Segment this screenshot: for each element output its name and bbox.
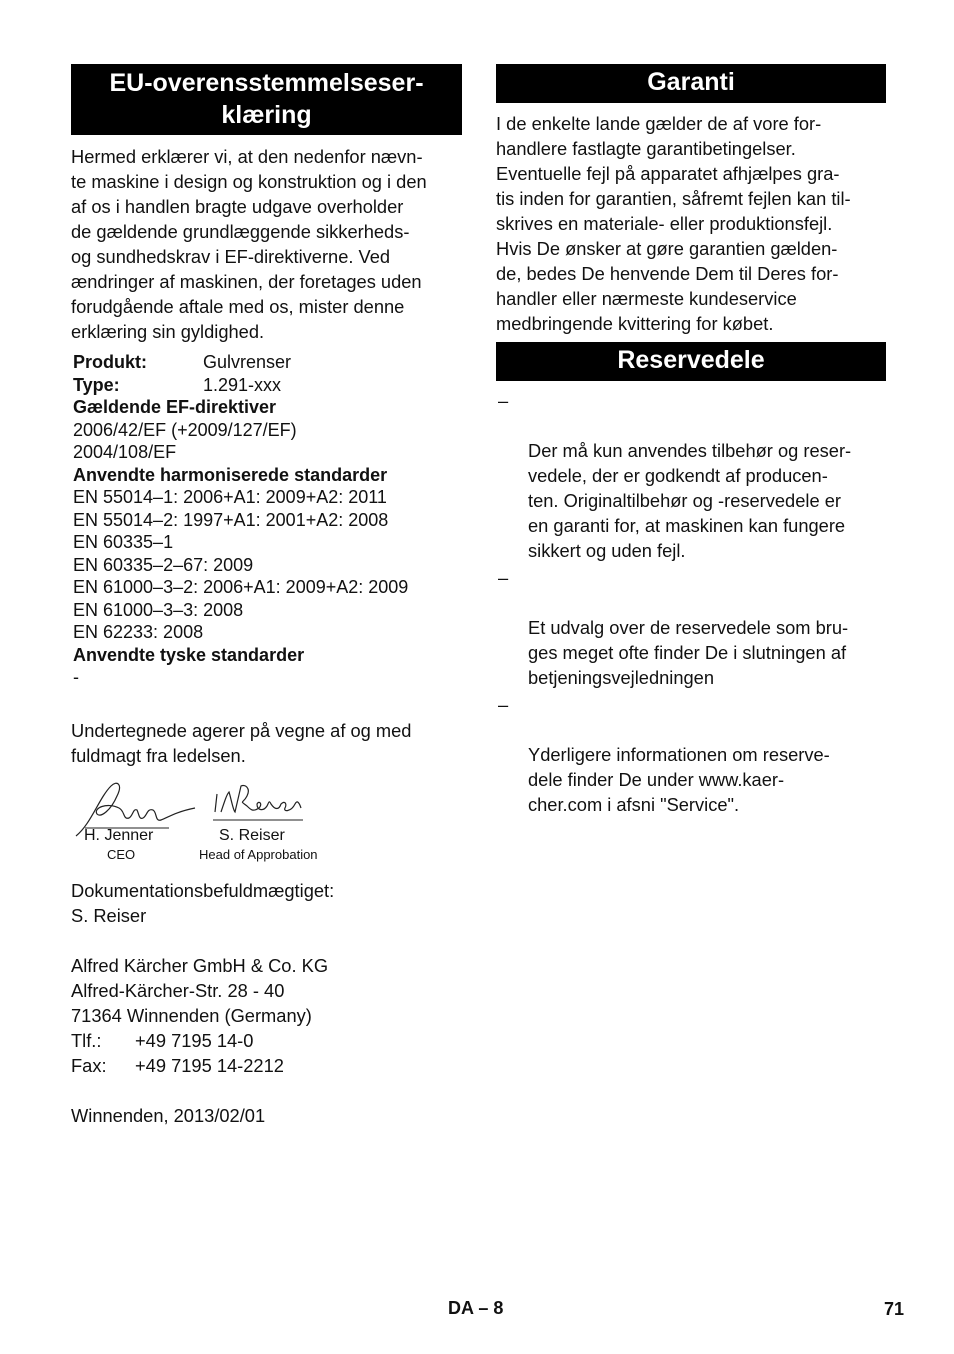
footer-section: DA – 8 <box>448 1298 504 1318</box>
page-number: 71 <box>884 1299 905 1319</box>
documentation-label: Dokumentationsbefuldmægtiget: <box>71 880 335 901</box>
bullet-dash: – <box>498 694 509 715</box>
signer2-role: Head of Approbation <box>199 847 318 862</box>
declaration-intro: Hermed erklærer vi, at den nedenfor nævn- te maskine i design og konstruktion og i den af os i handlen bragte udgave overholder de gældende grundlæggende sikkerheds- og sundhedskrav i EF-direktiverne. Ved ændringer af maskinen, der foretages uden forudgående aftale med os, mister denne erklæring sin gyldighed. <box>71 146 427 342</box>
address-line: Alfred Kärcher GmbH & Co. KG <box>71 955 329 976</box>
list-item <box>496 692 891 817</box>
harmonised-heading: Anvendte harmoniserede standarder <box>73 464 388 485</box>
bullet-dash: – <box>498 390 509 411</box>
type-label: Type: <box>73 374 120 395</box>
list-item <box>496 565 891 690</box>
directive-item: 2006/42/EF (+2009/127/EF) <box>73 419 297 440</box>
standard-item: EN 61000–3–2: 2006+A1: 2009+A2: 2009 <box>73 577 409 597</box>
fax-label: Fax: <box>71 1055 107 1076</box>
german-standards-heading: Anvendte tyske standarder <box>73 644 305 665</box>
signed-statement: Undertegnede agerer på vegne af og med fuldmagt fra ledelsen. <box>71 720 412 766</box>
standard-item: EN 60335–1 <box>73 532 174 552</box>
address-line: 71364 Winnenden (Germany) <box>71 1005 312 1026</box>
garanti-heading: Garanti <box>496 64 886 103</box>
declaration-heading: EU-overensstemmelseser- klæring <box>71 64 462 135</box>
directives-heading: Gældende EF-direktiver <box>73 397 277 417</box>
fax-value: +49 7195 14-2212 <box>135 1055 284 1076</box>
list-item-text: Et udvalg over de reservedele som bru- ges meget ofte finder De i slutningen af betjeningsvejledningen <box>528 617 849 688</box>
german-standards-value: - <box>73 667 79 687</box>
standard-item: EN 61000–3–3: 2008 <box>73 599 244 620</box>
list-item-text: Yderligere informationen om reserve- dele finder De under www.kaer- cher.com i afsni "Service". <box>528 744 830 815</box>
signer1-name: H. Jenner <box>84 827 154 844</box>
product-info <box>73 351 473 689</box>
address-block <box>71 953 462 1078</box>
standard-item: EN 55014–2: 1997+A1: 2001+A2: 2008 <box>73 509 389 530</box>
documentation-name: S. Reiser <box>71 905 147 926</box>
list-item <box>496 388 891 563</box>
directive-item: 2004/108/EF <box>73 442 177 462</box>
reservedele-list <box>496 388 891 817</box>
documentation-block <box>71 878 462 928</box>
standard-item: EN 60335–2–67: 2009 <box>73 554 254 575</box>
type-value: 1.291-xxx <box>203 374 282 395</box>
standard-item: EN 62233: 2008 <box>73 622 204 642</box>
place-date: Winnenden, 2013/02/01 <box>71 1105 266 1126</box>
product-value: Gulvrenser <box>203 352 292 372</box>
signer1-role: CEO <box>107 847 136 862</box>
list-item-text: Der må kun anvendes tilbehør og reser- vedele, der er godkendt af producen- ten. Originaltilbehør og -reservedele er en garanti for, at maskinen kan fungere sikkert og uden fejl. <box>528 440 852 561</box>
phone-value: +49 7195 14-0 <box>135 1030 254 1051</box>
standard-item: EN 55014–1: 2006+A1: 2009+A2: 2011 <box>73 487 387 507</box>
address-line: Alfred-Kärcher-Str. 28 - 40 <box>71 980 285 1001</box>
phone-label: Tlf.: <box>71 1030 102 1051</box>
bullet-dash: – <box>498 567 509 588</box>
product-label: Produkt: <box>73 352 147 372</box>
signer2-name: S. Reiser <box>219 827 285 844</box>
signature-reiser <box>211 782 311 827</box>
garanti-text: I de enkelte lande gælder de af vore for- handlere fastlagte garantibetingelser. Eventuelle fejl på apparatet afhjælpes gra- tis inden for garantien, såfremt fejlen kan til- skrives en materiale- eller produktionsfejl. Hvis De ønsker at gøre garantien gælden- de, bedes De henvende Dem til Deres for- handler eller nærmeste kundeservice medbringende kvittering for købet. <box>496 113 851 334</box>
reservedele-heading: Reservedele <box>496 342 886 381</box>
